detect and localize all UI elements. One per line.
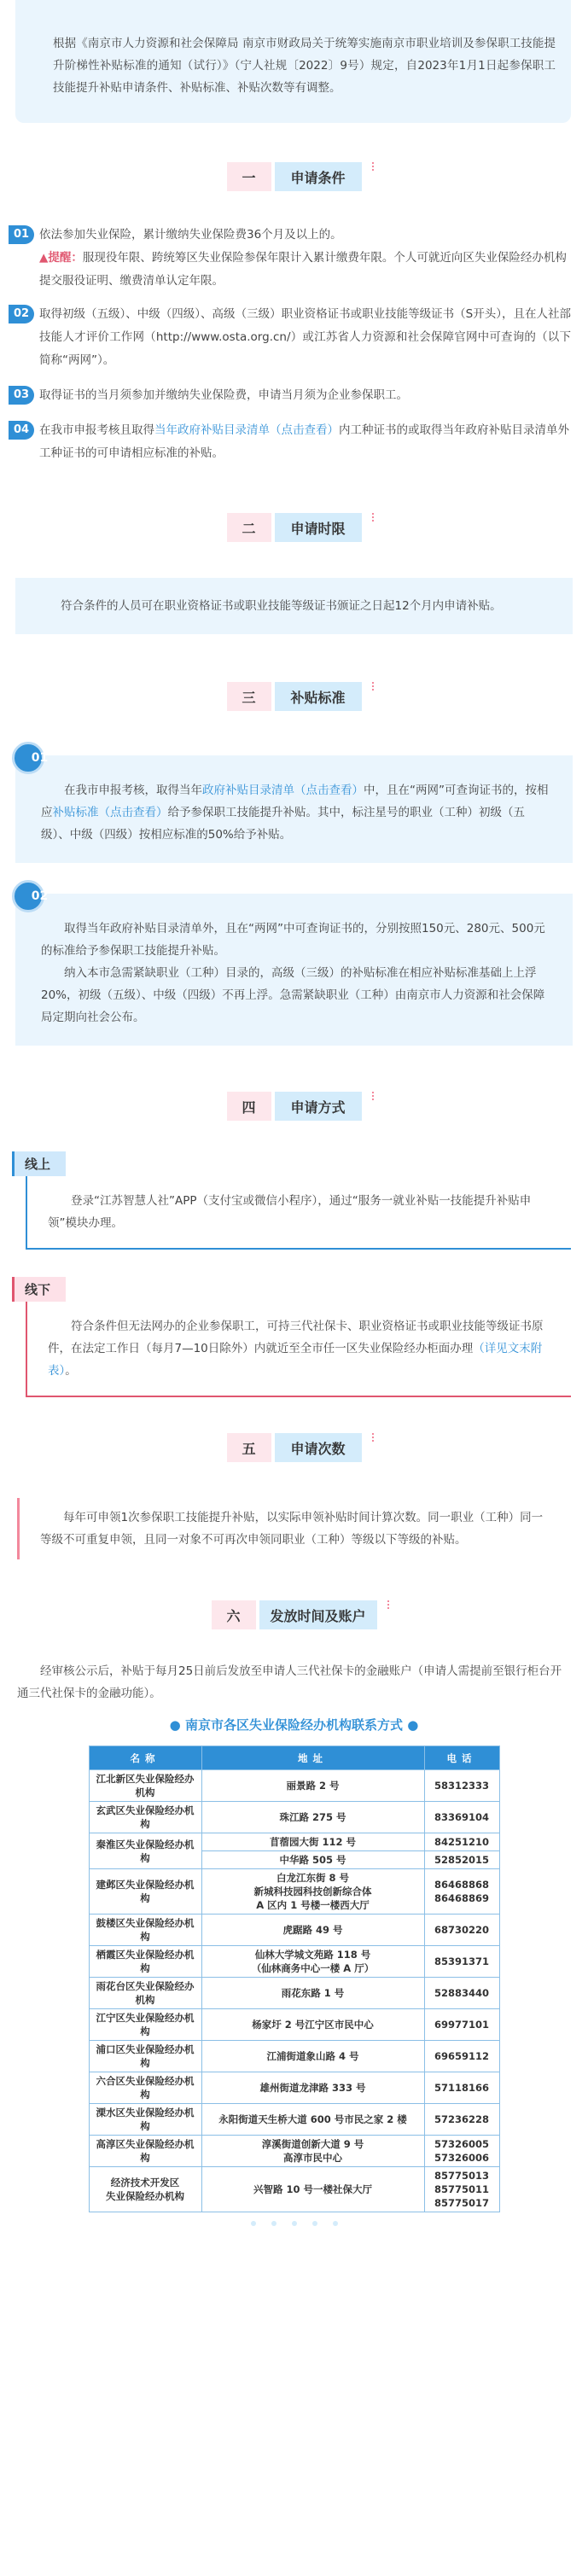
table-cell-phone: 83369104 [424,1802,499,1833]
section-header-payment [0,1599,588,1631]
table-cell-address: 珠江路 275 号 [201,1802,424,1833]
table-cell-name: 经济技术开发区 失业保险经办机构 [89,2167,201,2212]
standard-text: 中，且在“两网”可查询证书的，按相应 [41,784,549,819]
table-cell-phone: 57236228 [424,2104,499,2136]
table-cell-phone: 85775013 85775011 85775017 [424,2167,499,2212]
table-cell-address: 江浦街道象山路 4 号 [201,2041,424,2072]
section-title: 补贴标准 [275,682,362,711]
table-title-text: 南京市各区失业保险经办机构联系方式 [184,1717,403,1733]
times-text: 每年可申领1次参保职工技能提升补贴，以实际申领补贴时间计算次数。同一职业（工种）同一等级不可重复申领，且同一对象不可再次申领同职业（工种）等级以下等级的补贴。 [40,1511,544,1547]
table-row [89,1802,499,1833]
table-cell-phone: 69659112 [424,2041,499,2072]
table-row [89,1770,499,1802]
column-header-address: 地址 [201,1746,424,1770]
list-item [9,384,571,407]
online-box [26,1176,571,1250]
section-title: 申请时限 [275,513,362,542]
standard-card [15,751,573,863]
table-cell-address: 雨花东路 1 号 [201,1978,424,2009]
reminder-text: 服现役年限、跨统筹区失业保险参保年限计入累计缴费年限。个人可就近向区失业保险经办机构提交服役证明、缴费清单认定年限。 [39,251,567,288]
decoration-dots [372,1092,379,1100]
table-cell-address: 仙林大学城文苑路 118 号 （仙林商务中心一楼 A 厅） [201,1946,424,1978]
dot-decoration [271,2221,277,2226]
table-cell-name: 鼓楼区失业保险经办机构 [89,1915,201,1946]
table-row [89,2167,499,2212]
time-limit-text: 符合条件的人员可在职业资格证书或职业技能等级证书颁证之日起12个月内申请补贴。 [61,599,502,613]
table-row [89,2072,499,2104]
page-dots [0,2212,588,2226]
list-item [9,303,571,372]
item-number-badge: 02 [9,305,34,323]
standard-number: 01 [12,742,44,774]
section-number: 二 [227,513,271,542]
table-row [89,1978,499,2009]
table-row [89,2009,499,2041]
standard-number: 02 [12,880,44,912]
table-cell-name: 溧水区失业保险经办机构 [89,2104,201,2136]
section-header-conditions [0,160,588,193]
standard-text: 给予参保职工技能提升补贴。其中，标注星号的职业（工种）初级（五级）、中级（四级）按相应标准的50%给予补贴。 [41,806,525,842]
section-number: 五 [227,1433,271,1462]
office-contact-table [89,1746,500,2212]
dot-decoration [312,2221,317,2226]
table-cell-name: 江北新区失业保险经办机构 [89,1770,201,1802]
offline-label: 线下 [12,1277,66,1302]
offline-text: 符合条件但无法网办的企业参保职工，可持三代社保卡、职业资格证书或职业技能等级证书原件，在法定工作日（每月7—10日除外）内就近至全市任一区失业保险经办柜面办理 [48,1320,544,1355]
table-cell-name: 高淳区失业保险经办机构 [89,2136,201,2167]
table-cell-name: 秦淮区失业保险经办机构 [89,1833,201,1869]
section-title: 申请条件 [275,162,362,191]
intro-text: 根据《南京市人力资源和社会保障局 南京市财政局关于统筹实施南京市职业培训及参保职工技能提升阶梯性补贴标准的通知（试行）》（宁人社规〔2022〕9号）规定，自2023年1月1日起参保职工技能提升补贴申请条件、补贴标准、补贴次数等有调整。 [53,37,556,95]
table-cell-phone: 57118166 [424,2072,499,2104]
table-cell-address: 丽景路 2 号 [201,1770,424,1802]
payment-text: 经审核公示后，补贴于每月25日前后发放至申请人三代社保卡的金融账户（申请人需提前至银行柜台开通三代社保卡的金融功能）。 [17,1664,562,1700]
table-cell-address: 淳溪街道创新大道 9 号 高淳市民中心 [201,2136,424,2167]
standard-text: 纳入本市急需紧缺职业（工种）目录的，高级（三级）的补贴标准在相应补贴标准基础上上浮20%，初级（五级）、中级（四级）不再上浮。急需紧缺职业（工种）由南京市人力资源和社会保障局定期向社会公布。 [41,966,545,1024]
section-header-methods [0,1090,588,1122]
subsidy-standard-link[interactable]: 补贴标准（点击查看） [52,806,168,819]
table-title: ● 南京市各区失业保险经办机构联系方式 ● [169,1717,419,1733]
table-cell-name: 浦口区失业保险经办机构 [89,2041,201,2072]
table-cell-address: 苜蓿园大街 112 号 [201,1833,424,1851]
catalog-link[interactable]: 当年政府补贴目录清单（点击查看） [154,423,339,437]
table-cell-phone: 69977101 [424,2009,499,2041]
standard-text: 在我市申报考核，取得当年 [64,784,202,797]
standard-card [15,889,573,1046]
table-cell-name: 雨花台区失业保险经办机构 [89,1978,201,2009]
decoration-dots [387,1600,394,1609]
condition-text-end: 内工种证书的或取得当年政府补贴目录清单外工种证书的可申请相应标准的补贴。 [39,423,569,460]
catalog-link[interactable]: 政府补贴目录清单（点击查看） [202,784,364,797]
table-cell-address: 兴智路 10 号一楼社保大厅 [201,2167,424,2212]
reminder-label: ▲提醒： [39,251,83,265]
table-cell-name: 建邺区失业保险经办机构 [89,1869,201,1915]
decoration-dots [372,513,379,522]
standard-text: 取得当年政府补贴目录清单外，且在“两网”中可查询证书的，分别按照150元、280元、500元的标准给予参保职工技能提升补贴。 [41,922,545,958]
offline-text-end: 。 [65,1364,77,1378]
table-row [89,2104,499,2136]
intro-box [15,0,571,123]
table-cell-address: 永阳街道天生桥大道 600 号市民之家 2 楼 [201,2104,424,2136]
section-header-time-limit [0,511,588,544]
section-title: 发放时间及账户 [259,1600,377,1629]
section-number: 三 [227,682,271,711]
decoration-dots [372,162,379,171]
condition-text: 取得初级（五级）、中级（四级）、高级（三级）职业资格证书或职业技能等级证书（S开头），且在人社部技能人才评价工作网（http://www.osta.org.cn/）或江苏省人力资源和社会保障官网中可查询的（以下简称“两网”）。 [39,307,571,367]
item-number-badge: 03 [9,386,34,405]
table-cell-address: 中华路 505 号 [201,1851,424,1869]
item-number-badge: 04 [9,421,34,440]
conditions-list [9,224,571,465]
table-cell-name: 栖霞区失业保险经办机构 [89,1946,201,1978]
table-row [89,1946,499,1978]
table-cell-phone: 86468868 86468869 [424,1869,499,1915]
condition-text: 在我市申报考核且取得 [39,423,154,437]
section-number: 一 [227,162,271,191]
table-cell-phone: 52852015 [424,1851,499,1869]
table-cell-name: 六合区失业保险经办机构 [89,2072,201,2104]
online-label: 线上 [12,1151,66,1176]
table-cell-phone: 58312333 [424,1770,499,1802]
table-cell-address: 白龙江东街 8 号 新城科技园科技创新综合体 A 区内 1 号楼一楼西大厅 [201,1869,424,1915]
section-title: 申请方式 [275,1092,362,1121]
table-cell-address: 虎踞路 49 号 [201,1915,424,1946]
table-row [89,1869,499,1915]
condition-text: 取得证书的当月须参加并缴纳失业保险费，申请当月须为企业参保职工。 [39,388,408,402]
section-header-times [0,1431,588,1464]
condition-text: 依法参加失业保险，累计缴纳失业保险费36个月及以上的。 [39,228,342,242]
section-number: 六 [212,1600,256,1629]
times-box [17,1498,571,1559]
table-row [89,1915,499,1946]
payment-paragraph [17,1660,571,1705]
table-cell-phone: 52883440 [424,1978,499,2009]
column-header-phone: 电话 [424,1746,499,1770]
item-number-badge: 01 [9,225,34,244]
table-cell-phone: 85391371 [424,1946,499,1978]
dot-decoration [333,2221,338,2226]
table-cell-address: 杨家圩 2 号江宁区市民中心 [201,2009,424,2041]
list-item [9,224,571,293]
table-cell-name: 玄武区失业保险经办机构 [89,1802,201,1833]
dot-decoration [292,2221,297,2226]
table-cell-phone: 57326005 57326006 [424,2136,499,2167]
decoration-dots [372,1433,379,1442]
table-row [89,2041,499,2072]
table-cell-phone: 84251210 [424,1833,499,1851]
offline-box [26,1302,571,1397]
section-number: 四 [227,1092,271,1121]
table-cell-name: 江宁区失业保险经办机构 [89,2009,201,2041]
table-cell-phone: 68730220 [424,1915,499,1946]
appendix-link[interactable]: （详见文末附表） [48,1342,543,1378]
time-limit-box [15,578,573,634]
section-title: 申请次数 [275,1433,362,1462]
column-header-name: 名称 [89,1746,201,1770]
table-cell-address: 雄州街道龙津路 333 号 [201,2072,424,2104]
table-row [89,2136,499,2167]
online-text: 登录“江苏智慧人社”APP（支付宝或微信小程序），通过“服务一就业补贴一技能提升补贴申领”模块办理。 [48,1194,532,1230]
section-header-standards [0,680,588,713]
list-item [9,419,571,465]
dot-decoration [251,2221,256,2226]
table-row [89,1833,499,1851]
decoration-dots [372,682,379,691]
